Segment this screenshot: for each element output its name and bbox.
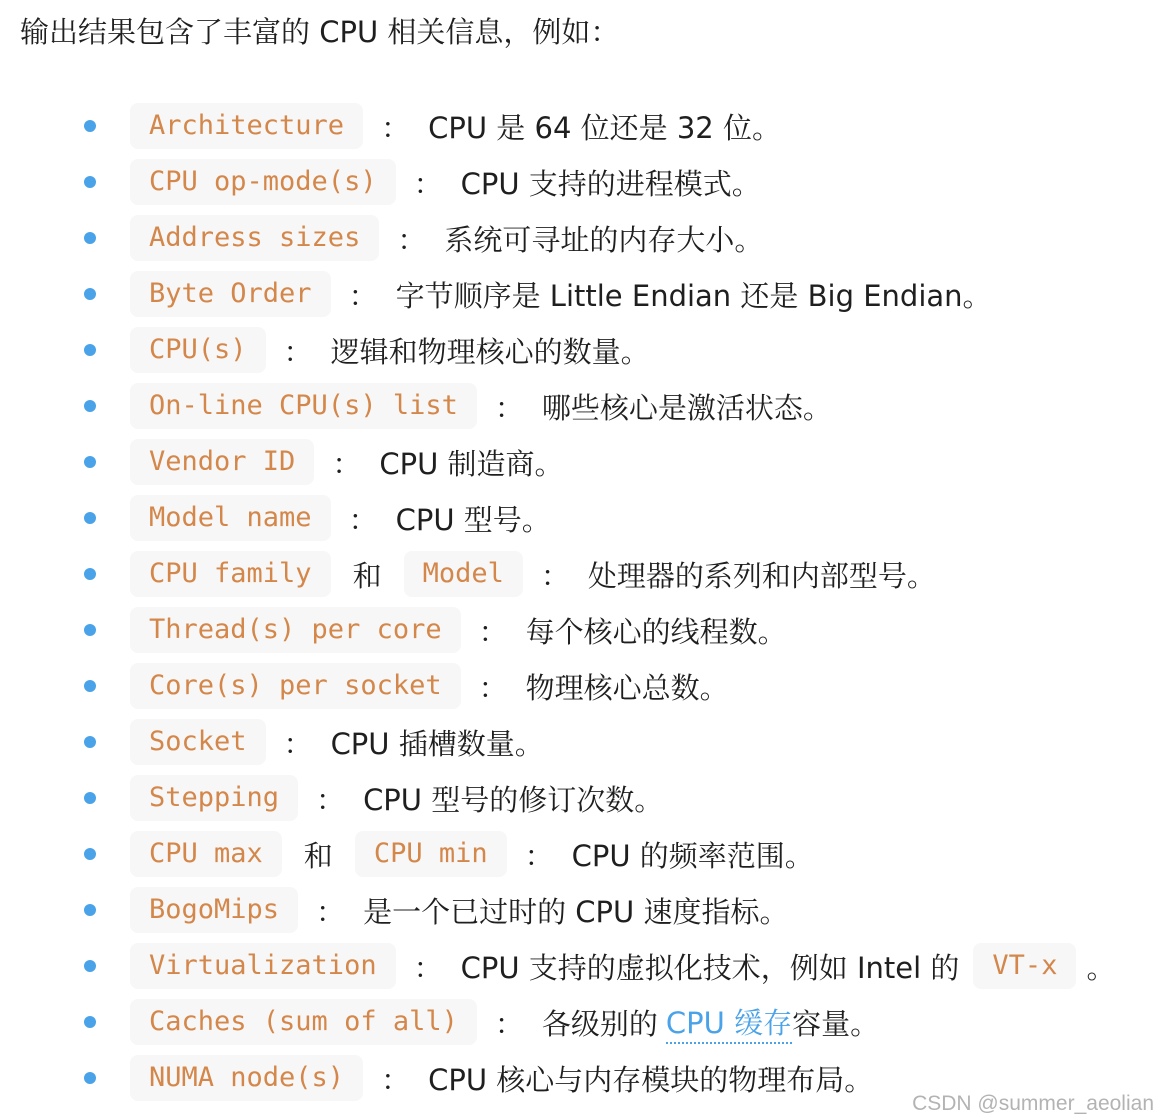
item-description: CPU 型号的修订次数。 — [363, 782, 664, 817]
inline-code-term: Socket — [130, 719, 266, 765]
list-item — [0, 322, 1158, 378]
list-item — [0, 546, 1158, 602]
colon-separator: ： — [283, 334, 313, 369]
item-description: CPU 的频率范围。 — [571, 838, 814, 873]
inline-code-term: Architecture — [130, 103, 363, 149]
item-description-tail: 容量。 — [792, 1006, 880, 1041]
bullet-icon — [84, 288, 96, 300]
colon-separator: ： — [348, 502, 378, 537]
trailing-punctuation: 。 — [1086, 950, 1116, 985]
colon-separator: ： — [381, 1062, 411, 1097]
inline-code-term: Byte Order — [130, 271, 331, 317]
inline-code-term-secondary: CPU min — [355, 831, 507, 877]
inline-code-term: CPU(s) — [130, 327, 266, 373]
item-description: 每个核心的线程数。 — [525, 614, 787, 649]
colon-separator: ： — [381, 110, 411, 145]
bullet-icon — [84, 624, 96, 636]
list-item — [0, 154, 1158, 210]
item-description: 字节顺序是 Little Endian 还是 Big Endian。 — [395, 278, 992, 313]
inline-code-term-secondary: Model — [404, 551, 523, 597]
joiner-text: 和 — [303, 838, 333, 873]
inline-code-term: Caches (sum of all) — [130, 999, 477, 1045]
colon-separator: ： — [316, 894, 346, 929]
list-item — [0, 882, 1158, 938]
item-description: 各级别的 — [541, 1006, 658, 1041]
bullet-icon — [84, 344, 96, 356]
joiner-text: 和 — [352, 558, 382, 593]
list-item — [0, 826, 1158, 882]
list-item — [0, 938, 1158, 994]
list-item — [0, 210, 1158, 266]
colon-separator: ： — [283, 726, 313, 761]
colon-separator: ： — [478, 614, 508, 649]
bullet-icon — [84, 400, 96, 412]
bullet-icon — [84, 120, 96, 132]
item-description: CPU 插槽数量。 — [330, 726, 544, 761]
colon-separator: ： — [478, 670, 508, 705]
bullet-icon — [84, 904, 96, 916]
bullet-icon — [84, 736, 96, 748]
item-description: 逻辑和物理核心的数量。 — [330, 334, 650, 369]
cpu-info-list — [0, 98, 1158, 1106]
list-item — [0, 434, 1158, 490]
cpu-cache-link[interactable]: CPU 缓存 — [666, 1001, 792, 1044]
list-item — [0, 490, 1158, 546]
colon-separator: ： — [524, 838, 554, 873]
item-description: CPU 支持的虚拟化技术，例如 Intel 的 — [460, 950, 960, 985]
list-item — [0, 602, 1158, 658]
watermark: CSDN @summer_aeolian — [912, 1092, 1154, 1115]
item-description: CPU 核心与内存模块的物理布局。 — [428, 1062, 874, 1097]
bullet-icon — [84, 456, 96, 468]
bullet-icon — [84, 1016, 96, 1028]
colon-separator: ： — [540, 558, 570, 593]
inline-code-term: Vendor ID — [130, 439, 314, 485]
bullet-icon — [84, 960, 96, 972]
inline-code-term: Model name — [130, 495, 331, 541]
colon-separator: ： — [413, 166, 443, 201]
inline-code-term: Core(s) per socket — [130, 663, 461, 709]
inline-code-term: Thread(s) per core — [130, 607, 461, 653]
bullet-icon — [84, 1072, 96, 1084]
inline-code-term: CPU op-mode(s) — [130, 159, 396, 205]
list-item — [0, 98, 1158, 154]
item-description: 哪些核心是激活状态。 — [541, 390, 832, 425]
inline-code-term: CPU family — [130, 551, 331, 597]
inline-code-term: NUMA node(s) — [130, 1055, 363, 1101]
inline-code-term-secondary: VT-x — [973, 943, 1076, 989]
bullet-icon — [84, 568, 96, 580]
inline-code-term: Stepping — [130, 775, 298, 821]
item-description: CPU 是 64 位还是 32 位。 — [428, 110, 781, 145]
inline-code-term: On-line CPU(s) list — [130, 383, 477, 429]
colon-separator: ： — [494, 390, 524, 425]
inline-code-term: Virtualization — [130, 943, 396, 989]
list-item — [0, 658, 1158, 714]
bullet-icon — [84, 848, 96, 860]
list-item — [0, 378, 1158, 434]
bullet-icon — [84, 792, 96, 804]
item-description: CPU 支持的进程模式。 — [460, 166, 761, 201]
intro-paragraph: 输出结果包含了丰富的 CPU 相关信息，例如： — [20, 15, 620, 49]
inline-code-term: BogoMips — [130, 887, 298, 933]
bullet-icon — [84, 680, 96, 692]
colon-separator: ： — [494, 1006, 524, 1041]
item-description: 是一个已过时的 CPU 速度指标。 — [363, 894, 789, 929]
bullet-icon — [84, 512, 96, 524]
colon-separator: ： — [413, 950, 443, 985]
item-description: 物理核心总数。 — [525, 670, 729, 705]
colon-separator: ： — [348, 278, 378, 313]
item-description: 处理器的系列和内部型号。 — [587, 558, 936, 593]
bullet-icon — [84, 176, 96, 188]
list-item — [0, 266, 1158, 322]
item-description: CPU 型号。 — [395, 502, 551, 537]
item-description: CPU 制造商。 — [379, 446, 564, 481]
bullet-icon — [84, 232, 96, 244]
colon-separator: ： — [397, 222, 427, 257]
inline-code-term: Address sizes — [130, 215, 379, 261]
list-item — [0, 714, 1158, 770]
list-item — [0, 770, 1158, 826]
item-description: 系统可寻址的内存大小。 — [444, 222, 764, 257]
inline-code-term: CPU max — [130, 831, 282, 877]
colon-separator: ： — [332, 446, 362, 481]
colon-separator: ： — [316, 782, 346, 817]
list-item — [0, 994, 1158, 1050]
